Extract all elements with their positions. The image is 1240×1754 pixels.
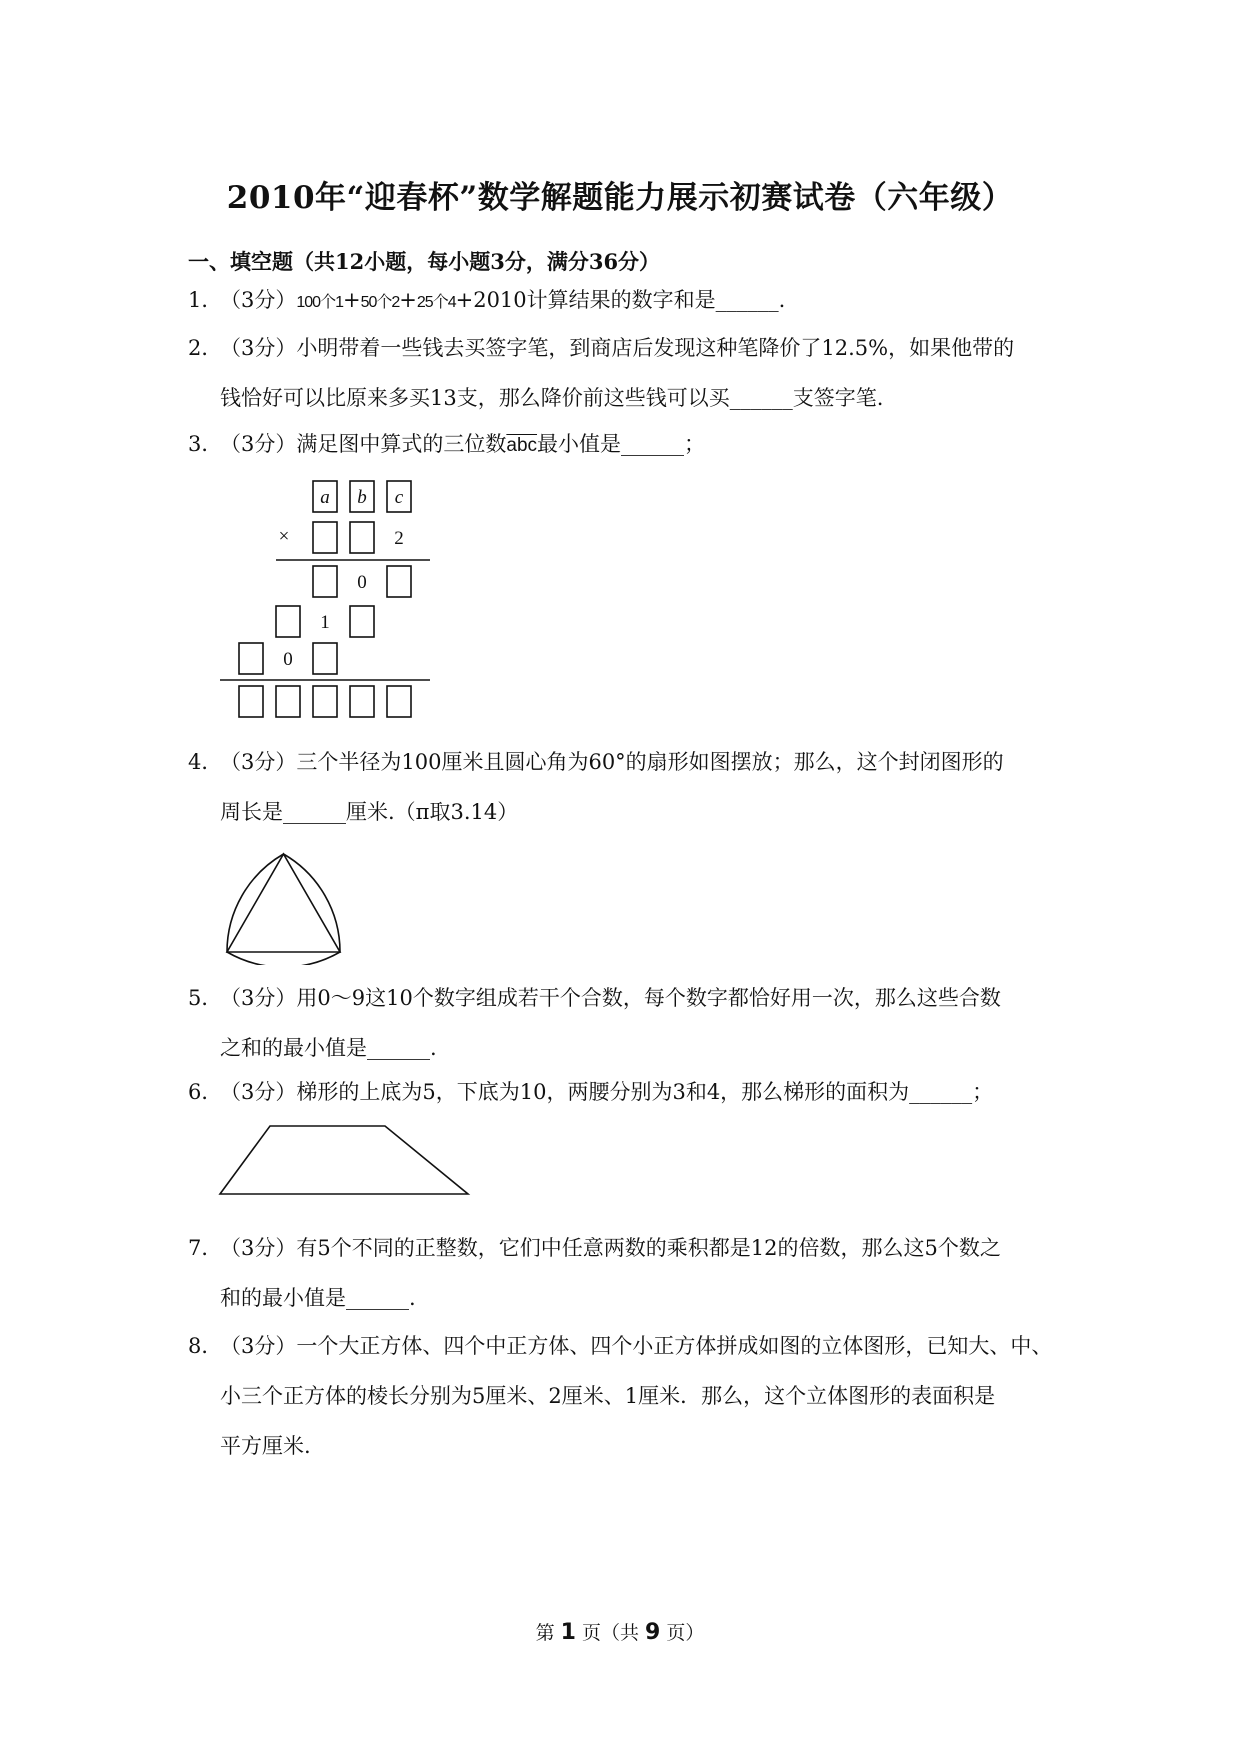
expr-term-b: 50个2 — [360, 294, 400, 311]
box — [276, 686, 300, 717]
box — [350, 522, 374, 553]
question-points: （3分） — [220, 750, 297, 774]
question-5-line-2: 之和的最小值是______. — [220, 1036, 437, 1060]
box — [387, 686, 411, 717]
question-2-line-2: 钱恰好可以比原来多买13支，那么降价前这些钱可以买______支签字笔. — [220, 386, 884, 410]
box — [239, 686, 263, 717]
question-number: 3． — [188, 432, 223, 456]
question-points: （3分） — [220, 986, 297, 1010]
times-sign: × — [278, 526, 290, 547]
question-number: 8． — [188, 1334, 223, 1358]
question-7-line-2: 和的最小值是______. — [220, 1286, 416, 1310]
question-text: 一个大正方体、四个中正方体、四个小正方体拼成如图的立体图形，已知大、中、 — [296, 1334, 1053, 1358]
trapezoid-figure — [215, 1120, 475, 1200]
question-number: 2． — [188, 336, 223, 360]
box — [313, 522, 337, 553]
question-text: 有5个不同的正整数，它们中任意两数的乘积都是12的倍数，那么这5个数之 — [296, 1236, 1001, 1260]
expr-term-a: 100个1 — [296, 294, 343, 311]
question-number: 4． — [188, 750, 223, 774]
section-heading: 一、填空题（共12小题，每小题3分，满分36分） — [188, 249, 661, 274]
box — [239, 643, 263, 674]
question-points: （3分） — [220, 288, 297, 312]
exam-page: 2010年“迎春杯”数学解题能力展示初赛试卷（六年级） 一、填空题（共12小题，每小题3分，满分36分） 1． （3分）100个1+50个2+25个4+2010计算结果的数字和是______. 2． （3分）小明带着一些钱去买签字笔，到商店后发现这种笔降价了12.5%，如果他带的 钱恰好可以比原来多买13支，那么降价前这些钱可以买______支签字笔. 3． （3分）满足图中算式的三位数$\overline{abc}$最小值是______； a b c × 2 0 1 0 4． （3分）三个半径为100厘米且圆心角为60°的扇形如图摆放；那么，这个封闭图形的 周长是______厘米.（π取3.14） 5． （3分）用0～9这10个数字组成若干个合数，每个数字都恰好用一次，那么这些合数 之和的最小值是______. 6． （3分）梯形的上底为5，下底为10，两腰分别为3和4，那么梯形的面积为______； 7． （3分）有5个不同的正整数，它们中任意两数的乘积都是12的倍数，那么这5个数之 和的最小值是______. 8． （3分）一个大正方体、四个中正方体、四个小正方体拼成如图的立体图形，已知大、中、 小三个正方体的棱长分别为5厘米、2厘米、1厘米．那么，这个立体图形的表面积是 平方厘米. 第 1 页（共 9 页） — [0, 0, 1240, 1754]
question-number: 7． — [188, 1236, 223, 1260]
question-text: 三个半径为100厘米且圆心角为60°的扇形如图摆放；那么，这个封闭图形的 — [296, 750, 1004, 774]
question-number: 1． — [188, 288, 223, 312]
question-4-line-2: 周长是______厘米.（π取3.14） — [220, 800, 519, 824]
question-number: 6． — [188, 1080, 223, 1104]
inner-triangle — [227, 854, 340, 952]
digit-c: c — [394, 487, 404, 508]
box — [276, 606, 300, 637]
question-number: 5． — [188, 986, 223, 1010]
box — [350, 606, 374, 637]
page-footer: 第 1 页（共 9 页） — [535, 1620, 705, 1645]
page-total: 9 — [645, 1620, 661, 1645]
digit-a: a — [320, 487, 330, 508]
partial-digit: 1 — [320, 612, 330, 633]
question-points: （3分） — [220, 1080, 297, 1104]
question-text: +2010计算结果的数字和是______. — [455, 288, 786, 312]
box — [387, 566, 411, 597]
partial-digit: 0 — [283, 649, 293, 670]
multiplication-puzzle-figure — [210, 470, 440, 725]
abc-number: $\overline{abc}$ — [506, 435, 538, 456]
box — [313, 566, 337, 597]
expr-term-c: 25个4 — [416, 294, 456, 311]
question-points: （3分） — [220, 336, 297, 360]
partial-digit: 0 — [357, 572, 367, 593]
question-points: （3分） — [220, 432, 297, 456]
multiplier-digit: 2 — [394, 528, 404, 549]
box — [313, 686, 337, 717]
box — [313, 643, 337, 674]
page-title: 2010年“迎春杯”数学解题能力展示初赛试卷（六年级） — [226, 180, 1014, 216]
box — [350, 686, 374, 717]
page-number: 1 — [560, 1620, 576, 1645]
reuleaux-triangle-figure — [215, 840, 355, 965]
question-8-line-3: 平方厘米. — [220, 1434, 311, 1458]
question-text: 用0～9这10个数字组成若干个合数，每个数字都恰好用一次，那么这些合数 — [296, 986, 1001, 1010]
digit-b: b — [357, 487, 367, 508]
question-text: 梯形的上底为5，下底为10，两腰分别为3和4，那么梯形的面积为______； — [296, 1080, 994, 1104]
reuleaux-outline — [227, 854, 340, 965]
question-8-line-2: 小三个正方体的棱长分别为5厘米、2厘米、1厘米．那么，这个立体图形的表面积是 — [220, 1384, 996, 1408]
question-points: （3分） — [220, 1334, 297, 1358]
trapezoid-outline — [220, 1126, 468, 1194]
question-points: （3分） — [220, 1236, 297, 1260]
question-text: 小明带着一些钱去买签字笔，到商店后发现这种笔降价了12.5%，如果他带的 — [296, 336, 1015, 360]
